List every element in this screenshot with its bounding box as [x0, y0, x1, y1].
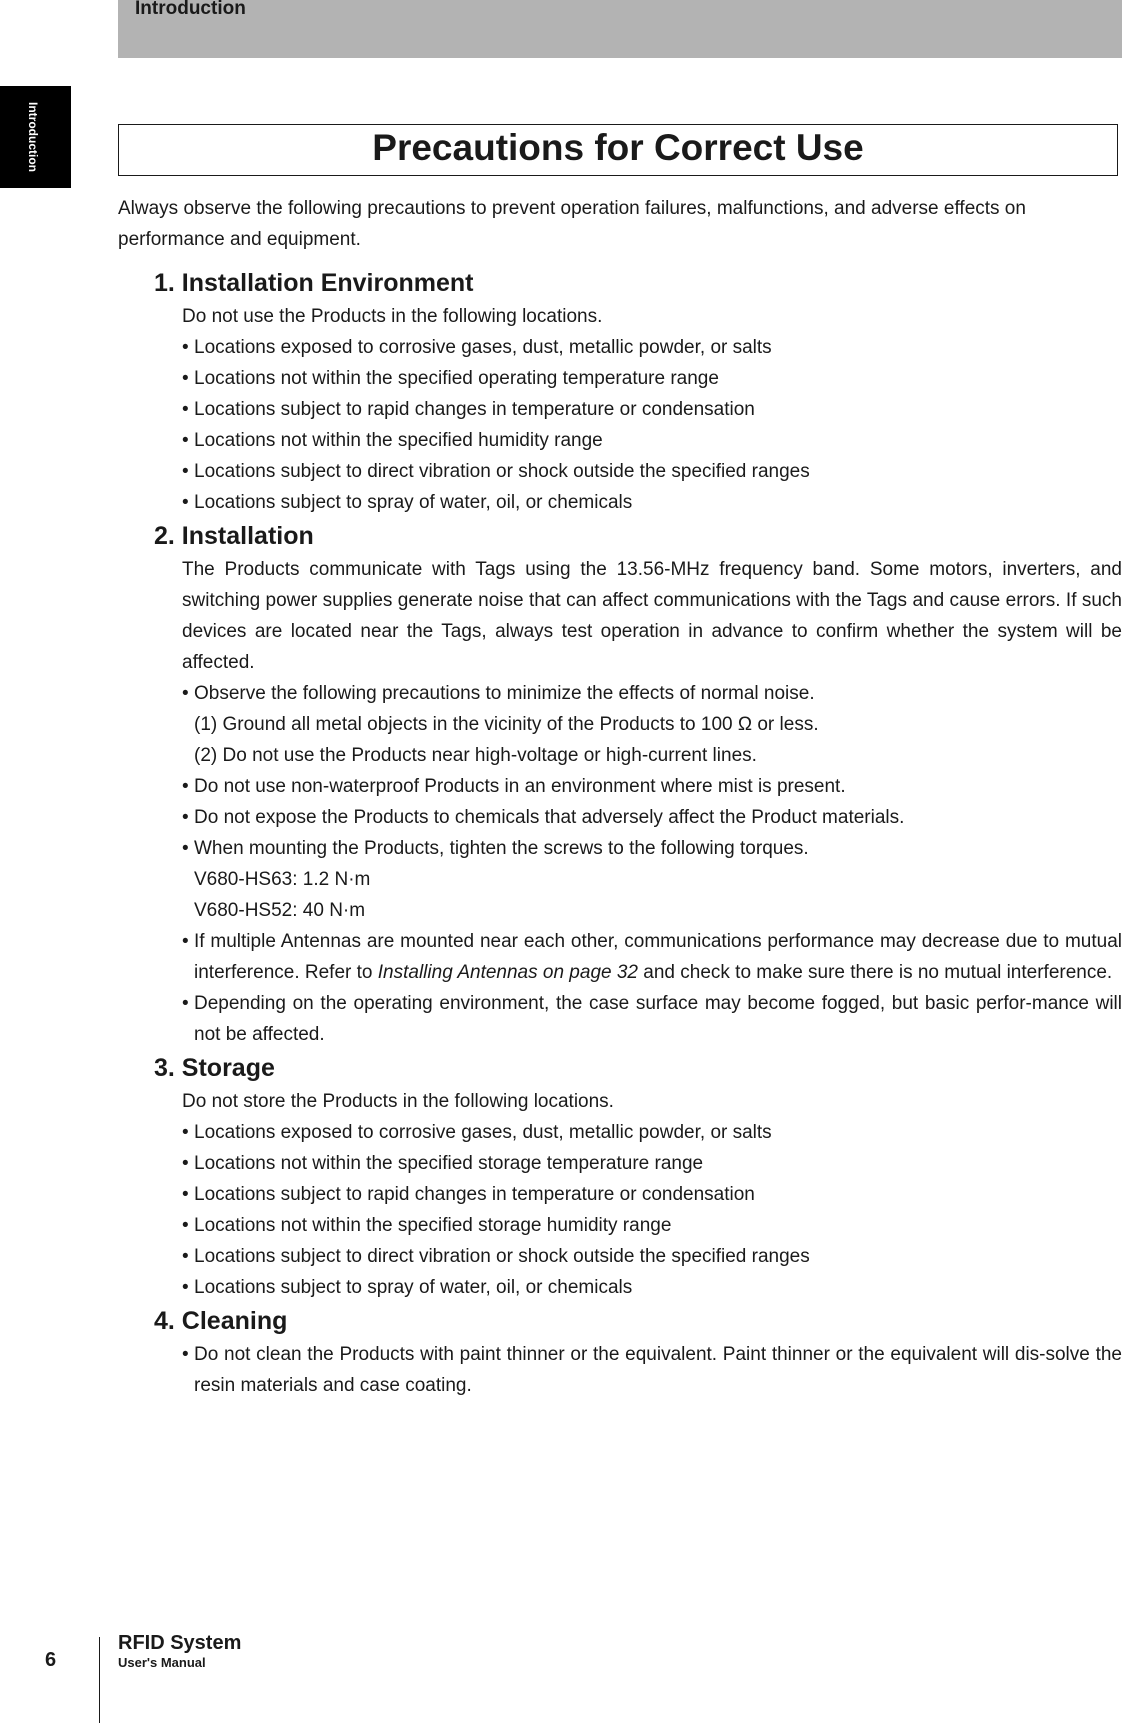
list-item-torque — [182, 833, 1122, 926]
section-lead: Do not store the Products in the following locations. — [182, 1091, 614, 1112]
list-item: • Depending on the operating environment, the case surface may become fogged, but basic perfor-mance will not be affected. — [182, 988, 1122, 1050]
intro-paragraph: Always observe the following precautions to prevent operation failures, malfunctions, and adverse effects on performance and equipment. — [118, 198, 1026, 250]
list-item: • Locations subject to spray of water, oil, or chemicals — [182, 487, 1122, 518]
side-tab-label: Introduction — [26, 102, 40, 172]
header-bar — [118, 0, 1122, 58]
torque-value-hs52: V680-HS52: 40 N·m — [194, 900, 366, 921]
section-heading-cleaning: 4. Cleaning — [154, 1307, 288, 1335]
list-item: • Locations exposed to corrosive gases, dust, metallic powder, or salts — [182, 332, 1122, 363]
footer-divider — [99, 1637, 100, 1723]
section-body-cleaning — [182, 1339, 1122, 1401]
list-item: • Do not expose the Products to chemicals that adversely affect the Product materials. — [182, 802, 1122, 833]
list-item: • Locations not within the specified operating temperature range — [182, 363, 1122, 394]
list-item: • Locations subject to rapid changes in temperature or condensation — [182, 394, 1122, 425]
list-item: • Locations not within the specified storage humidity range — [182, 1210, 1122, 1241]
noise-lead: • Observe the following precautions to minimize the effects of normal noise. — [194, 683, 815, 704]
footer-subtitle: User's Manual — [118, 1655, 206, 1670]
section-heading-installation-environment: 1. Installation Environment — [154, 269, 474, 297]
section-body-installation-environment — [182, 301, 1122, 518]
list-item: • Do not use non-waterproof Products in an environment where mist is present. — [182, 771, 1122, 802]
section-body-installation — [182, 554, 1122, 1050]
section-lead: Do not use the Products in the following locations. — [182, 306, 603, 327]
list-item: • Locations subject to direct vibration or shock outside the specified ranges — [182, 456, 1122, 487]
torque-value-hs63: V680-HS63: 1.2 N·m — [194, 869, 371, 890]
list-item-antenna — [182, 926, 1122, 988]
noise-precaution-2: (2) Do not use the Products near high-voltage or high-current lines. — [194, 745, 757, 766]
list-item: • Locations subject to spray of water, oil, or chemicals — [182, 1272, 1122, 1303]
torque-lead: • When mounting the Products, tighten the screws to the following torques. — [194, 838, 809, 859]
antenna-text-pre: If multiple Antennas are mounted near each other, communications performance may decrease due to mutual interference. Refer to — [194, 931, 1122, 983]
noise-precaution-1: (1) Ground all metal objects in the vicinity of the Products to 100 Ω or less. — [194, 714, 819, 735]
section-heading-installation: 2. Installation — [154, 522, 314, 550]
list-item: • Locations subject to direct vibration or shock outside the specified ranges — [182, 1241, 1122, 1272]
list-item: • Locations exposed to corrosive gases, dust, metallic powder, or salts — [182, 1117, 1122, 1148]
section-heading-storage: 3. Storage — [154, 1054, 275, 1082]
list-item: • Do not clean the Products with paint thinner or the equivalent. Paint thinner or the equivalent will dis-solve the resin materials and case coating. — [182, 1339, 1122, 1401]
page-number: 6 — [45, 1649, 57, 1671]
footer-title: RFID System — [118, 1632, 242, 1654]
list-item: • Locations subject to rapid changes in temperature or condensation — [182, 1179, 1122, 1210]
section-body-storage — [182, 1086, 1122, 1303]
antenna-text-post: and check to make sure there is no mutual interference. — [638, 962, 1113, 983]
list-item: • Locations not within the specified humidity range — [182, 425, 1122, 456]
installation-paragraph: The Products communicate with Tags using the 13.56-MHz frequency band. Some motors, inverters, and switching power supplies generate noise that can affect communications with the Tags and cause errors. If such devices are located near the Tags, always test operation in advance to confirm whether the system will be affected. — [182, 559, 1122, 673]
list-item: • Locations not within the specified storage temperature range — [182, 1148, 1122, 1179]
main-content — [118, 193, 1122, 1401]
header-title: Introduction — [135, 0, 246, 19]
list-item-noise — [182, 678, 1122, 771]
page-title: Precautions for Correct Use — [118, 124, 1118, 176]
antenna-reference-link[interactable]: Installing Antennas on page 32 — [377, 962, 638, 983]
